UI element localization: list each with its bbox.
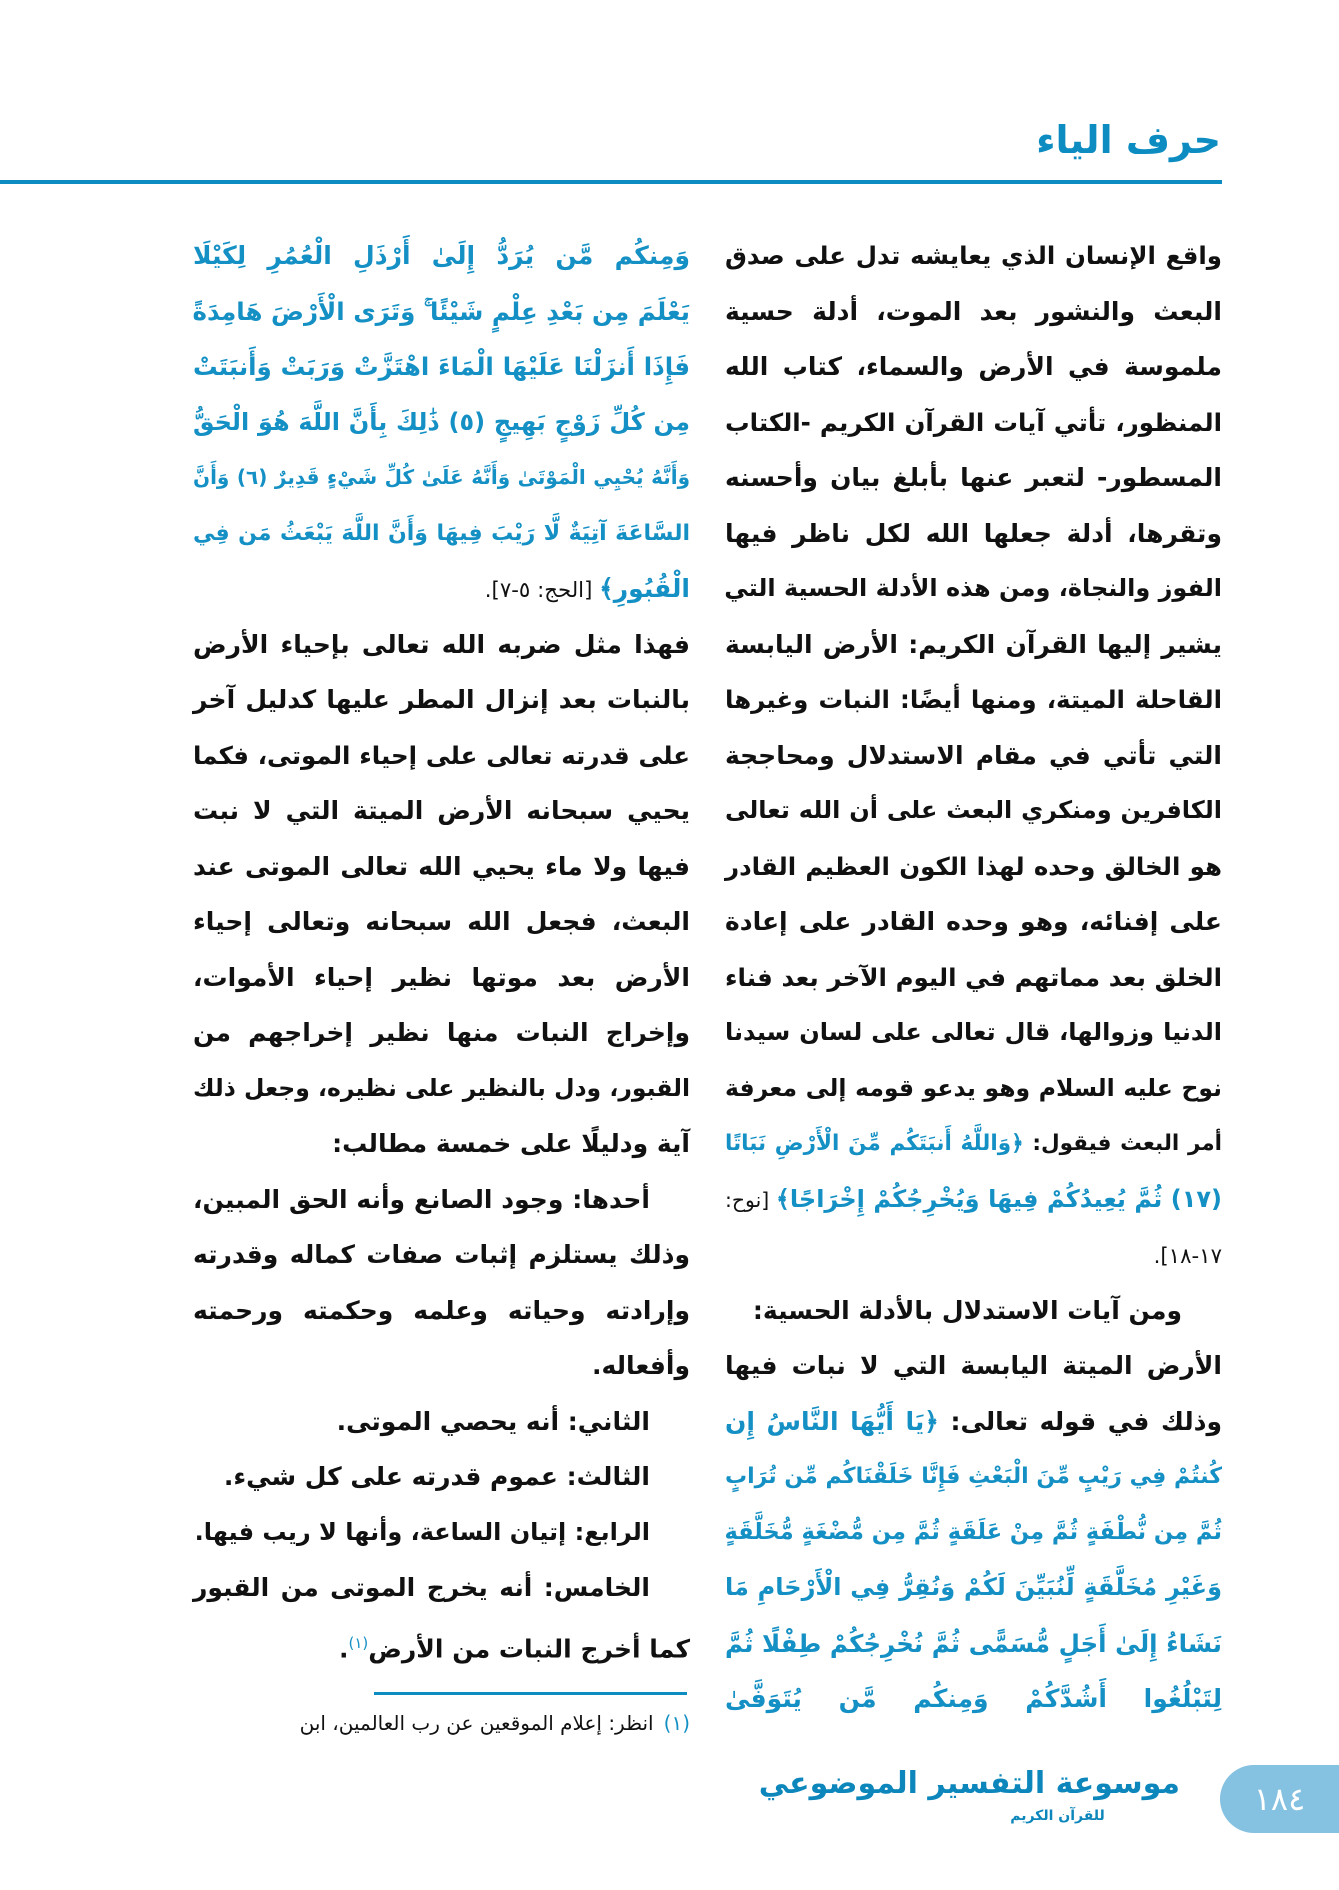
body-text: إتيان الساعة، وأنها لا ريب فيها. [194,1517,567,1546]
quran-verse: ﴿يَا أَيُّهَا النَّاسُ إِن [725,1406,939,1436]
quran-verse: فَإِذَا أَنزَلْنَا عَلَيْهَا الْمَاءَ اهْتَزَّتْ وَرَبَتْ وَأَنبَتَتْ [193,352,690,381]
text-line [193,395,690,451]
text-line [725,728,1222,784]
quran-verse: السَّاعَةَ آتِيَةٌ لَّا رَيْبَ فِيهَا وَأَنَّ اللَّهَ يَبْعَثُ مَن فِي [193,520,690,546]
body-text: أنه يحصي الموتى. [336,1406,560,1436]
footnote-divider [374,1692,687,1695]
text-line [193,1560,690,1616]
body-text: وأفعاله. [591,1351,690,1380]
text-line [725,894,1222,950]
body-text: وإخراج النبات منها نظير إخراجهم من [193,1018,690,1047]
header-divider [0,180,1222,184]
body-text: الدنيا وزوالها، قال تعالى على لسان سيدنا [725,1018,1222,1046]
body-text: وذلك يستلزم إثبات صفات كماله وقدرته [193,1240,690,1269]
body-text: أمر البعث فيقول: [1023,1131,1222,1156]
text-line [193,1005,690,1061]
text-line [193,450,690,506]
body-text: على قدرته تعالى على إحياء الموتى، فكما [193,740,690,770]
verse-reference: ١٧-١٨]. [1153,1244,1222,1269]
footnote-text: انظر: إعلام الموقعين عن رب العالمين، ابن [299,1711,654,1735]
chapter-title: حرف الياء [1036,118,1221,162]
text-line [725,1616,1222,1672]
body-text: فيها ولا ماء يحيي الله تعالى الموتى عند [193,851,690,881]
body-text: المسطور- لتعبر عنها بأبلغ بيان وأحسنه [725,463,1222,492]
quran-verse: نَشَاءُ إِلَىٰ أَجَلٍ مُّسَمًّى ثُمَّ نُخْرِجُكُمْ طِفْلًا ثُمَّ [725,1628,1222,1658]
body-text: الخلق بعد مماتهم في اليوم الآخر بعد فناء [725,962,1222,992]
body-text: وتقرها، أدلة جعلها الله لكل ناظر فيها [725,518,1222,548]
body-text: . [339,1633,349,1663]
body-text: نوح عليه السلام وهو يدعو قومه إلى معرفة [725,1073,1222,1102]
body-text: بالنبات بعد إنزال المطر عليها كدليل آخر [193,685,690,714]
text-line [193,1394,690,1450]
text-line [193,228,690,284]
item-label: الثالث: [557,1462,650,1491]
text-line [193,839,690,895]
quran-verse: ثُمَّ مِن نُّطْفَةٍ ثُمَّ مِنْ عَلَقَةٍ ثُمَّ مِن مُّضْغَةٍ مُّخَلَّقَةٍ [724,1518,1222,1545]
body-text: التي تأتي في مقام الاستدلال ومحاججة [725,740,1222,770]
quran-verse: مِن كُلِّ زَوْجٍ بَهِيجٍ (٥) ذَٰلِكَ بِأَنَّ اللَّهَ هُوَ الْحَقُّ [193,407,690,436]
text-line [725,450,1222,506]
text-line [193,1616,690,1672]
body-text: أنه يخرج الموتى من القبور [193,1573,533,1602]
text-line [725,228,1222,284]
body-text: الفوز والنجاة، ومن هذه الأدلة الحسية التي [724,574,1222,602]
text-line [725,339,1222,395]
text-line [193,894,690,950]
body-text: البعث والنشور بعد الموت، أدلة حسية [725,296,1222,326]
text-line [193,617,690,673]
text-line [725,950,1222,1006]
body-text: وجود الصانع وأنه الحق المبين، [193,1184,564,1214]
text-line [193,1061,690,1117]
footnote-number: (١) [663,1711,690,1735]
text-line [725,617,1222,673]
text-line [725,1560,1222,1616]
text-line [725,1172,1222,1228]
text-line [725,1116,1222,1172]
text-line [725,1061,1222,1117]
logo-subtitle: للقرآن الكريم [1010,1808,1105,1824]
text-line [193,672,690,728]
quran-verse: وَمِنكُم مَّن يُرَدُّ إِلَىٰ أَرْذَلِ الْعُمُرِ لِكَيْلَا [193,241,690,270]
footnote [193,1705,690,1741]
text-line [193,506,690,562]
text-line [193,728,690,784]
logo-title: موسوعة التفسير الموضوعي [758,1766,1180,1801]
item-label: أحدها: [563,1184,650,1214]
text-line [725,783,1222,839]
body-text: الكافرين ومنكري البعث على أن الله تعالى [725,796,1222,824]
body-text: ملموسة في الأرض والسماء، كتاب الله [725,352,1222,381]
body-text: واقع الإنسان الذي يعايشه تدل على صدق [725,241,1222,270]
text-line [725,506,1222,562]
body-text: فهذا مثل ضربه الله تعالى بإحياء الأرض [193,629,690,659]
body-text: كما أخرج النبات من الأرض [368,1633,690,1663]
body-text: هو الخالق وحده لهذا الكون العظيم القادر [725,851,1222,881]
body-text: المنظور، تأتي آيات القرآن الكريم -الكتاب [725,407,1222,437]
text-line [725,395,1222,451]
body-text: القاحلة الميتة، ومنها أيضًا: النبات وغيرها [725,685,1222,714]
body-text: على إفنائه، وهو وحده القادر على إعادة [725,907,1222,936]
body-text: وإرادته وحياته وعلمه وحكمته ورحمته [193,1295,690,1325]
item-label: الثاني: [559,1406,650,1436]
body-text: ومن آيات الاستدلال بالأدلة الحسية: [752,1295,1182,1325]
text-line [725,1227,1222,1283]
quran-verse: لِتَبْلُغُوا أَشُدَّكُمْ وَمِنكُم مَّن يُتَوَفَّىٰ [725,1684,1222,1713]
text-line [193,1449,690,1505]
text-line [193,1338,690,1394]
text-line [725,284,1222,340]
body-text: الأرض الميتة اليابسة التي لا نبات فيها [725,1351,1222,1380]
quran-verse: (١٧) ثُمَّ يُعِيدُكُمْ فِيهَا وَيُخْرِجُكُمْ إِخْرَاجًا﴾ [775,1184,1222,1213]
text-line [725,1671,1222,1727]
text-line [193,783,690,839]
page-number-badge: ١٨٤ [1220,1765,1339,1833]
quran-verse: الْقُبُورِ﴾ [599,574,690,603]
text-line [193,561,690,617]
body-text: القبور، ودل بالنظير على نظيره، وجعل ذلك [193,1073,690,1102]
left-text-column [193,228,690,1671]
quran-verse: وَأَنَّهُ يُحْيِي الْمَوْتَىٰ وَأَنَّهُ عَلَىٰ كُلِّ شَيْءٍ قَدِيرٌ (٦) وَأَنَّ [193,465,690,489]
body-text: وذلك في قوله تعالى: [938,1406,1222,1436]
body-text: يحيي سبحانه الأرض الميتة التي لا نبت [193,796,690,825]
body-text: يشير إليها القرآن الكريم: الأرض اليابسة [725,629,1222,659]
quran-verse: يَعْلَمَ مِن بَعْدِ عِلْمٍ شَيْئًا ۚ وَتَرَى الْأَرْضَ هَامِدَةً [192,296,690,326]
text-line [193,950,690,1006]
text-line [725,1394,1222,1450]
body-text: الأرض بعد موتها نظير إحياء الأموات، [193,962,690,992]
text-line [725,561,1222,617]
text-line [725,1338,1222,1394]
item-label: الرابع: [566,1517,650,1546]
body-text: آية ودليلًا على خمسة مطالب: [332,1129,690,1158]
text-line [193,1283,690,1339]
text-line [193,1227,690,1283]
verse-reference: [نوح: [725,1187,776,1212]
right-text-column [725,228,1222,1727]
body-text: عموم قدرته على كل شيء. [223,1462,558,1491]
text-line [193,339,690,395]
text-line [193,1505,690,1561]
quran-verse: وَغَيْرِ مُخَلَّقَةٍ لِّنُبَيِّنَ لَكُمْ وَنُقِرُّ فِي الْأَرْحَامِ مَا [725,1573,1222,1601]
quran-verse: ﴿وَاللَّهُ أَنبَتَكُم مِّنَ الْأَرْضِ نَبَاتًا [725,1131,1024,1156]
text-line [725,1505,1222,1561]
text-line [193,284,690,340]
text-line [193,1116,690,1172]
text-line [725,1005,1222,1061]
item-label: الخامس: [532,1573,650,1602]
publication-logo [758,1762,1180,1840]
text-line [725,839,1222,895]
text-line [725,1449,1222,1505]
text-line [725,672,1222,728]
text-line [725,1283,1222,1339]
text-line [193,1172,690,1228]
footnote-marker: (١) [348,1633,369,1652]
body-text: البعث، فجعل الله سبحانه وتعالى إحياء [193,907,690,936]
verse-reference: [الحج: ٥-٧]. [484,578,600,603]
quran-verse: كُنتُمْ فِي رَيْبٍ مِّنَ الْبَعْثِ فَإِنَّا خَلَقْنَاكُم مِّن تُرَابٍ [725,1464,1222,1489]
